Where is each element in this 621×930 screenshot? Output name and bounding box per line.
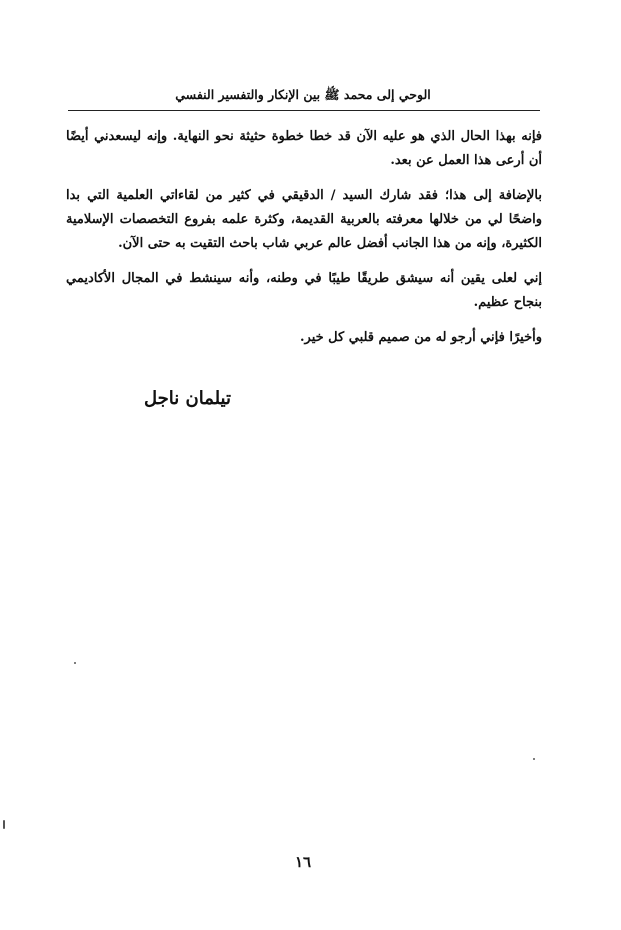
- paragraph: فإنه بهذا الحال الذي هو عليه الآن قد خطا خطوة حثيثة نحو النهاية. وإنه ليسعدني أيضًا أن أرعى هذا العمل عن بعد.: [66, 129, 542, 168]
- paragraph: إني لعلى يقين أنه سيشق طريقًا طيبًا في وطنه، وأنه سينشط في المجال الأكاديمي بنجاح عظيم.: [66, 271, 542, 310]
- signature-name: تيلمان ناجل: [143, 388, 231, 409]
- body-text: [66, 125, 542, 361]
- paragraph: بالإضافة إلى هذا؛ فقد شارك السيد / الدقيقي في كثير من لقاءاتي العلمية التي بدا واضحًا لي من خلالها معرفته بالعربية القديمة، وكثرة علمه بفروع التخصصات الإسلامية الكثيرة، وإنه من هذا الجانب أفضل عالم عربي شاب باحث التقيت به حتى الآن.: [66, 188, 542, 251]
- paragraph: وأخيرًا فإني أرجو له من صميم قلبي كل خير.: [300, 330, 542, 345]
- page-number: ١٦: [294, 853, 312, 871]
- scan-speck: [533, 758, 535, 760]
- scan-speck: [3, 820, 5, 829]
- running-header: الوحي إلى محمد ﷺ بين الإنكار والتفسير النفسي: [175, 87, 431, 102]
- scan-speck: [74, 662, 76, 664]
- header-divider: [68, 110, 540, 111]
